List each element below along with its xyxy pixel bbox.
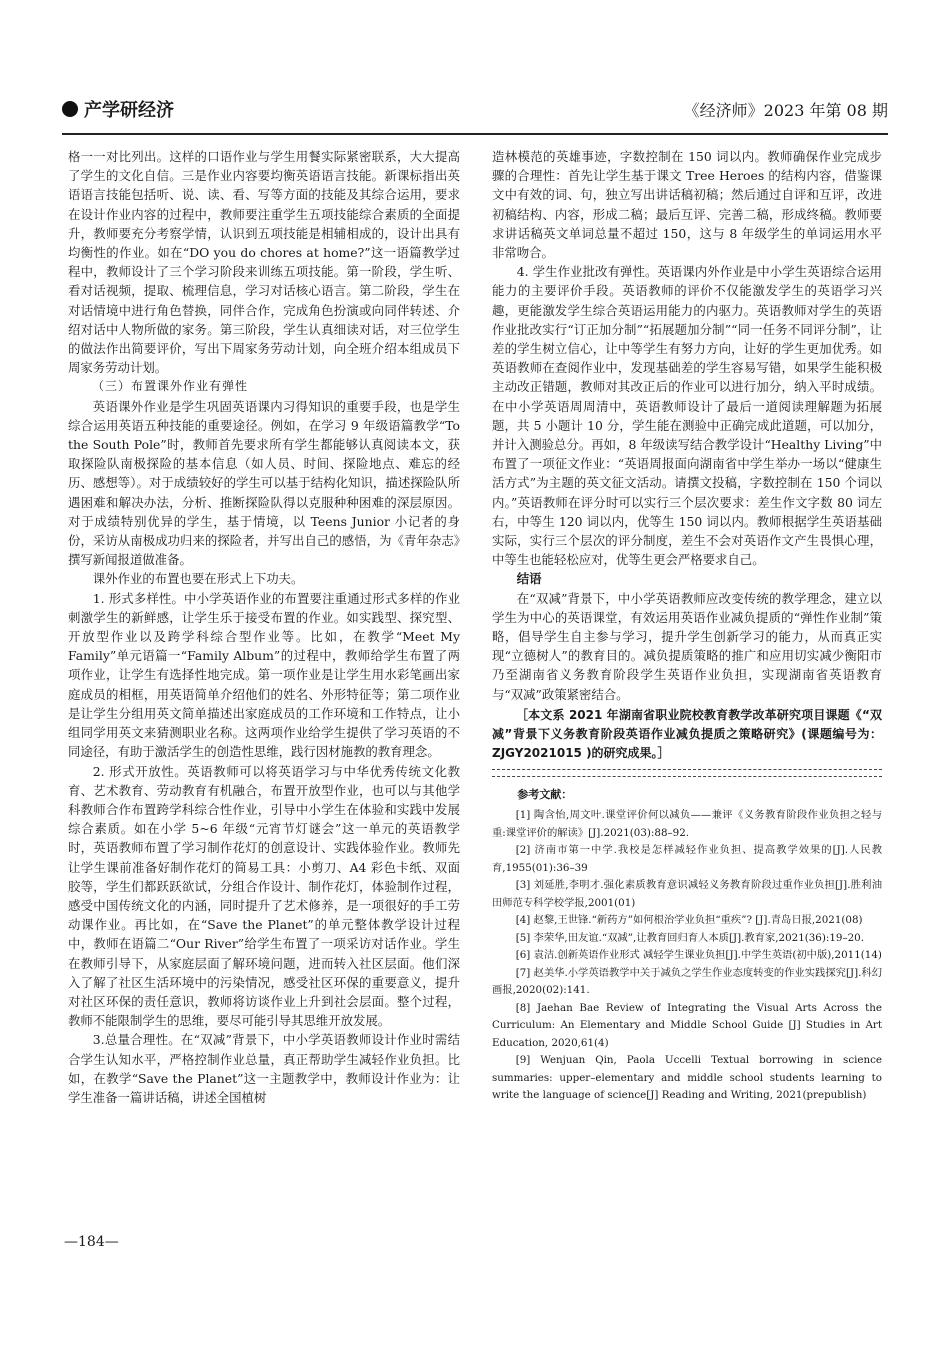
paragraph: 1. 形式多样性。中小学英语作业的布置要注重通过形式多样的作业刺激学生的新鲜感，让学生乐于接受布置的作业。如实践型、探究型、开放型作业以及跨学科综合型作业等。比如，在教学“Meet My Family”单元语篇一“Family Album”的过程中，教师给学生布置了两项作业，让学生有选择性地完成。第一项作业是让学生用水彩笔画出家庭成员的相框，用英语简单介绍他们的姓名、外形特征等；第二项作业是让学生分组用英文简单描述出家庭成员的工作环境和工作特点，让小组同学用英文来猜测职业名称。这两项作业给学生提供了学习英语的不同途径，有助于激活学生的创造性思维，践行因材施教的教育理念。 [68,590,460,760]
paragraph: 2. 形式开放性。英语教师可以将英语学习与中华优秀传统文化教育、艺术教育、劳动教育有机融合，布置开放型作业，也可以与其他学科教师合作布置跨学科综合性作业，引导中小学生在体验和实践中发展综合素质。如在小学 5~6 年级“元宵节灯谜会”这一单元的英语教学时，英语教师布置了学习制作花灯的创意设计、实践体验作业。教师先让学生课前准备好制作花灯的简易工具：小剪刀、A4 彩色卡纸、双面胶等，学生们都跃跃欲试，分组合作设计、制作花灯，体验制作过程，感受中国传统文化的内涵，同时提升了艺术修养，是一项很好的手工劳动课作业。再比如，在“Save the Planet”的单元整体教学设计过程中，教师在语篇二“Our River”给学生布置了一项采访对话作业。学生在教师引导下，从家庭层面了解环境问题，进而转入社区层面。他们深入了解了社区生活环境中的污染情况，感受社区环保的重要意义，提升对社区环保的责任意识，教师将访谈作业上升到社会层面。整个过程，教师不能限制学生的思维，要尽可能引导其思维开放发展。 [68,763,460,1029]
separator-rule [492,769,882,777]
header-rule [62,133,888,135]
right-column [492,147,882,1105]
references-title: 参考文献： [517,787,573,801]
reference-item: [8] Jaehan Bae Review of Integrating the Visual Arts Across the Curriculum: An Elementary and Middle School Guide [J] Studies in Art Education, 2020,61(4) [492,1001,882,1049]
page-number: —184— [64,1234,119,1250]
paragraph: 格一一对比列出。这样的口语作业与学生用餐实际紧密联系，大大提高了学生的文化自信。三是作业内容要均衡英语语言技能。新课标指出英语语言技能包括听、说、读、看、写等方面的技能及其综合运用，要求在设计作业内容的过程中，教师要注重学生五项技能综合素质的全面提升，教师要充分考察学情，认识到五项技能是相辅相成的，设计出具有均衡性的作业。如在“DO you do chores at home?”这一语篇教学过程中，教师设计了三个学习阶段来训练五项技能。第一阶段，学生听、看对话视频，提取、梳理信息，学习对话核心语言。第二阶段，学生在对话情境中进行角色替换，同伴合作，完成角色扮演或向同伴转述、介绍对话中人物所做的家务。第三阶段，学生认真细读对话，对三位学生的做法作出简要评价，写出下周家务劳动计划，向全班介绍本组成员下周家务劳动计划。 [68,149,460,376]
reference-item: [5] 李荣华,田友谊.“双减”,让教育回归育人本质[J].教育家,2021(36):19–20. [515,931,864,944]
reference-item: [4] 赵黎,王世锋.“新药方”如何根治学业负担“重疾”? [J].青岛日报,2021(08) [515,914,863,927]
conclusion-heading: 结语 [516,571,542,587]
funding-note: ［本文系 2021 年湖南省职业院校教育教学改革研究项目课题《“双减”背景下义务教育阶段英语作业减负提质之策略研究》(课题编号为：ZJGY2021015 )的研究成果。］ [492,707,882,760]
left-column [68,147,460,1107]
section-label [62,96,174,122]
bullet-dot-icon [62,101,78,117]
paragraph: 课外作业的布置也要在形式上下功夫。 [92,571,304,587]
reference-item: [9] Wenjuan Qin, Paola Uccelli Textual borrowing in science summaries: upper–elementary and middle school students learning to write the language of science[J] Reading and Writing, 2021(prepublish) [492,1054,882,1102]
paragraph: 3.总量合理性。在“双减”背景下，中小学英语教师设计作业时需结合学生认知水平，严格控制作业总量，真正帮助学生减轻作业负担。比如，在教学“Save the Planet”这一主题教学中，教师设计作业为：让学生准备一篇讲话稿，讲述全国植树 [68,1032,460,1105]
reference-item: [3] 刘延胜,李明才.强化素质教育意识减轻义务教育阶段过重作业负担[J].胜利油田师范专科学校学报,2001(01) [492,879,882,909]
subsection-heading: （三）布置课外作业有弹性 [92,379,249,394]
paragraph: 在“双减”背景下，中小学英语教师应改变传统的教学理念，建立以学生为中心的英语课堂，有效运用英语作业减负提质的“弹性作业制”策略，倡导学生自主参与学习，提升学生创新学习的能力，从而真正实现“立德树人”的教育目的。减负提质策略的推广和应用切实减少衡阳市乃至湖南省义务教育阶段学生英语作业负担，实现湖南省英语教育与“双减”政策紧密结合。 [492,590,882,702]
paragraph: 英语课外作业是学生巩固英语课内习得知识的重要手段，也是学生综合运用英语五种技能的重要途径。例如，在学习 9 年级语篇教学“To the South Pole”时，教师首先要求所有学生都能够认真阅读本文，获取探险队南极探险的基本信息（如人员、时间、探险地点、难忘的经历、感想等）。对于成绩较好的学生可以基于结构化知识，描述探险队所遇困难和解决办法，分析、推断探险队得以克服种种困难的深层原因。对于成绩特别优异的学生，基于情境，以 Teens Junior 小记者的身份，采访从南极成功归来的探险者，并写出自己的感悟，为《青年杂志》撰写新闻报道做准备。 [68,398,460,568]
journal-issue: 《经济师》2023 年第 08 期 [683,101,888,120]
paragraph: 4. 学生作业批改有弹性。英语课内外作业是中小学生英语综合运用能力的主要评价手段。英语教师的评价不仅能激发学生的英语学习兴趣，更能激发学生综合英语运用能力的内驱力。英语教师对学生的英语作业批改实行“订正加分制”“拓展题加分制”“同一任务不同评分制”，让差的学生树立信心，让中等学生有努力方向，让好的学生更加优秀。如英语教师在查阅作业中，发现基础差的学生容易写错，如果学生能积极主动改正错题，教师对其改正后的作业可以进行加分，纳入平时成绩。在中小学英语周周清中，英语教师设计了最后一道阅读理解题为拓展题，共 5 小题计 10 分，学生能在测验中正确完成此道题，可以加分，并计入测验总分。再如，8 年级读写结合教学设计“Healthy Living”中布置了一项征文作业：“英语周报面向湖南省中学生举办一场以“健康生活方式”为主题的英文征文活动。请撰文投稿，字数控制在 150 个词以内。”英语教师在评分时可以实行三个层次要求：差生作文字数 80 词左右，中等生 120 词以内，优等生 150 词以内。教师根据学生英语基础实际，实行三个层次的评分制度，差生不会对英语作文产生畏惧心理，中等生也能轻松应对，优等生更会严格要求自己。 [492,264,882,568]
reference-item: [6] 袁洁.创新英语作业形式 减轻学生课业负担[J].中学生英语(初中版),2011(14) [515,949,882,962]
page-header [62,96,888,130]
reference-item: [2] 济南市第一中学.我校是怎样减轻作业负担、提高教学效果的[J].人民教育,1955(01):36–39 [492,844,882,874]
paragraph: 造林模范的英雄事迹，字数控制在 150 词以内。教师确保作业完成步骤的合理性：首先让学生基于课文 Tree Heroes 的结构内容，借鉴课文中有效的词、句，独立写出讲话稿初稿；然后通过自评和互评，改进初稿结构、内容，形成二稿；最后互评、完善二稿，形成终稿。教师要求讲话稿英文单词总量不超过 150，这与 8 年级学生的单词运用水平非常吻合。 [492,149,882,261]
reference-item: [1] 陶含怡,周文叶.课堂评价何以减负——兼评《义务教育阶段作业负担之轻与重:课堂评价的解读》[J].2021(03):88–92. [492,809,882,839]
reference-item: [7] 赵美华.小学英语教学中关于减负之学生作业态度转变的作业实践探究[J].科幻画报,2020(02):141. [492,966,882,997]
section-title: 产学研经济 [84,100,174,121]
